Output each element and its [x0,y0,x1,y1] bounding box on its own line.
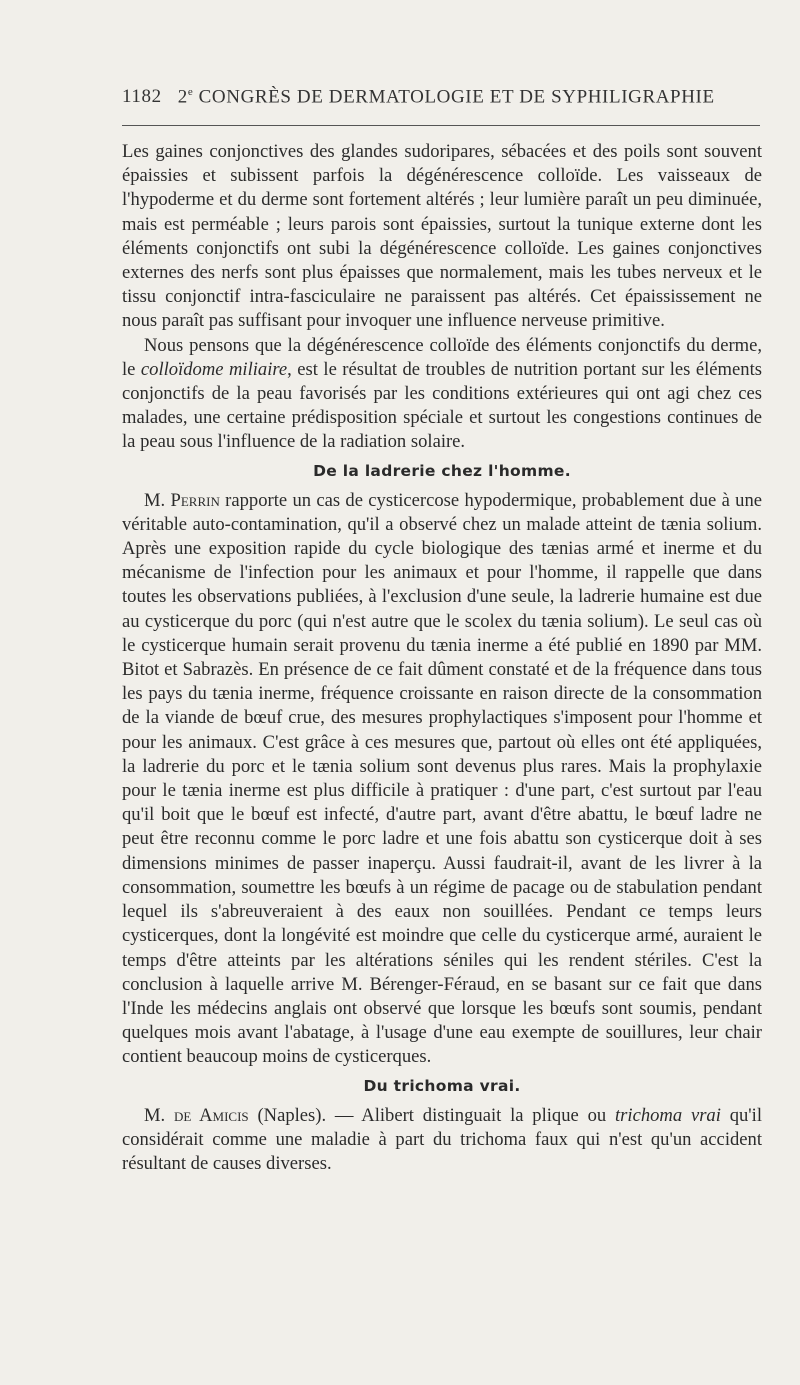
congress-number: 2 [177,86,188,108]
paragraph-4 [122,1104,762,1177]
author-perrin: Perrin [170,489,220,511]
paragraph-2-text-a: Nous pensons que la dégénérescence colloïde des éléments conjonctifs du derme, le [122,334,762,380]
section-title-ladrerie: De la ladrerie chez l'homme. [313,461,571,480]
paragraph-2 [122,334,762,455]
paragraph-3-prefix: M. [144,489,171,511]
paragraph-2-italic: colloïdome miliaire [140,358,288,380]
paragraph-4-italic: trichoma vrai [615,1104,721,1126]
article-body [122,140,762,1176]
section-title-trichoma: Du trichoma vrai. [363,1076,521,1095]
paragraph-3-text: rapporte un cas de cysticercose hypodermique, probablement due à une véritable auto-contamination, qu'il a observé chez un malade atteint de tænia solium. Après une exposition rapide du cycle biologique des tænias armé et inerme et du mécanisme de l'infection pour les animaux et pour l'homme, il rappelle que dans toutes les observations publiées, à l'exclusion d'une seule, la ladrerie humaine est due au cysticerque du porc (qui n'est autre que le scolex du tænia solium). Le seul cas où le cysticerque humain serait provenu du tænia inerme a été publié en 1890 par MM. Bitot et Sabrazès. En présence de ce fait dûment constaté et de la fréquence dans tous les pays du tænia inerme, fréquence croissante en raison directe de la consommation de la viande de bœuf crue, des mesures prophylactiques s'imposent pour l'homme et pour les animaux. C'est grâce à ces mesures que, partout où elles ont été appliquées, la ladrerie du porc et le tænia solium sont devenus plus rares. Mais la prophylaxie pour le tænia inerme est plus difficile à pratiquer : d'une part, c'est surtout par l'eau qu'il boit que le bœuf est infecté, d'autre part, avant d'être abattu, le bœuf ladre ne peut être reconnu comme le porc ladre et une fois abattu son cysticerque doit à ses dimensions minimes de passer inaperçu. Aussi faudrait-il, avant de les livrer à la consommation, soumettre les bœufs à un régime de pacage ou de stabulation pendant lequel ils s'abreuveraient à des eaux non souillées. Pendant ce temps leurs cysticerques, dont la longévité est moindre que celle du cysticerque armé, auraient le temps d'être atteints par les altérations séniles qui les rendent stériles. C'est la conclusion à laquelle arrive M. Bérenger-Féraud, en se basant sur ce fait que dans l'Inde les médecins anglais ont observé que lorsque les bœufs sont soumis, pendant quelques mois avant l'abatage, à l'usage d'une eau exempte de souillures, leur chair contient beaucoup moins de cysticerques. [122,489,762,1068]
running-header [122,86,742,108]
paragraph-1: Les gaines conjonctives des glandes sudoripares, sébacées et des poils sont souvent épaissies et subissent parfois la dégénérescence colloïde. Les vaisseaux de l'hypoderme et du derme sont fortement altérés ; leur lumière paraît un peu diminuée, mais est perméable ; leurs parois sont épaissies, surtout la tunique externe dont les éléments conjonctifs ont subi la dégénérescence colloïde. Les gaines conjonctives externes des nerfs sont plus épaisses que normalement, mais les tubes nerveux et le tissu conjonctif intra-fasciculaire ne paraissent pas altérés. Cet épaississement ne nous paraît pas suffisant pour invoquer une influence nerveuse primitive. [122,141,762,332]
header-rule [122,125,760,126]
paragraph-4-text-b: qu'il considérait comme une maladie à part du trichoma faux qui n'est qu'un accident résultant de causes diverses. [122,1104,762,1174]
page-number: 1182 [122,86,162,108]
header-title: CONGRÈS DE DERMATOLOGIE ET DE SYPHILIGRAPHIE [198,86,715,108]
paragraph-2-text-b: , est le résultat de troubles de nutrition portant sur les éléments conjonctifs de la peau favorisés par les conditions extérieures qui ont agi chez ces malades, une certaine prédisposition spéciale et surtout les congestions continues de la peau sous l'influence de la radiation solaire. [122,358,762,453]
paragraph-3 [122,489,762,1070]
paragraph-4-text-a: (Naples). — Alibert distinguait la plique ou [248,1104,615,1126]
congress-superscript: e [187,86,194,98]
author-de-amicis: de Amicis [174,1104,249,1126]
paragraph-4-prefix: M. [144,1104,174,1126]
